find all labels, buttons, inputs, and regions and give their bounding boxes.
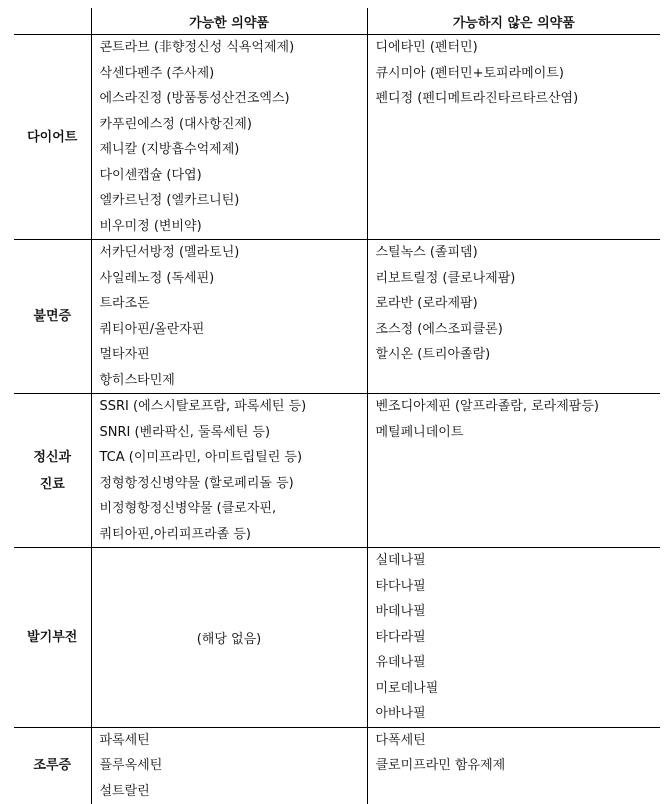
not-allowed-item: 할시온 (트리아졸람) bbox=[368, 342, 661, 368]
header-row bbox=[14, 8, 660, 35]
allowed-item: 서카딘서방정 (멜라토닌) bbox=[92, 240, 367, 266]
allowed-none-note: (해당 없음) bbox=[197, 632, 262, 647]
allowed-item: 다이센캡슐 (다엽) bbox=[92, 163, 367, 189]
table-row bbox=[14, 548, 660, 728]
allowed-cell bbox=[91, 35, 367, 240]
category-cell bbox=[14, 727, 91, 804]
allowed-item: 쿼티아핀,아리피프라졸 등) bbox=[92, 522, 367, 548]
allowed-item: 트라조돈 bbox=[92, 291, 367, 317]
category-cell bbox=[14, 240, 91, 394]
allowed-item: 설트랄린 bbox=[92, 779, 367, 804]
header-not-allowed: 가능하지 않은 의약품 bbox=[367, 8, 660, 35]
category-label: 발기부전 bbox=[14, 624, 91, 651]
allowed-item: 카푸린에스정 (대사항진제) bbox=[92, 112, 367, 138]
not-allowed-cell bbox=[367, 35, 660, 240]
allowed-item: 비정형항정신병약물 (클로자핀, bbox=[92, 496, 367, 522]
allowed-cell bbox=[91, 240, 367, 394]
not-allowed-item: 미로데나필 bbox=[368, 676, 661, 702]
allowed-cell bbox=[91, 548, 367, 728]
not-allowed-item: 로라반 (로라제팜) bbox=[368, 291, 661, 317]
table-row bbox=[14, 35, 660, 240]
not-allowed-item: 큐시미아 (펜터민+토피라메이트) bbox=[368, 61, 661, 87]
table-row bbox=[14, 727, 660, 804]
allowed-item: 에스라진정 (방품통성산건조엑스) bbox=[92, 86, 367, 112]
table-row bbox=[14, 394, 660, 548]
not-allowed-item: 타다나필 bbox=[368, 574, 661, 600]
not-allowed-item: 다폭세틴 bbox=[368, 728, 661, 754]
not-allowed-cell bbox=[367, 240, 660, 394]
header-category bbox=[14, 8, 91, 35]
allowed-item: 콘트라브 (非향정신성 식욕억제제) bbox=[92, 35, 367, 61]
category-label: 정신과 bbox=[14, 444, 91, 471]
not-allowed-item: 스틸녹스 (졸피뎀) bbox=[368, 240, 661, 266]
category-cell bbox=[14, 548, 91, 728]
not-allowed-item: 실데나필 bbox=[368, 548, 661, 574]
allowed-item: TCA (이미프라민, 아미트립틸린 등) bbox=[92, 445, 367, 471]
table-row bbox=[14, 240, 660, 394]
category-label: 불면증 bbox=[14, 303, 91, 330]
not-allowed-item: 디에타민 (펜터민) bbox=[368, 35, 661, 61]
medication-table bbox=[14, 8, 660, 804]
not-allowed-cell bbox=[367, 394, 660, 548]
not-allowed-item: 타다라필 bbox=[368, 625, 661, 651]
category-label: 다이어트 bbox=[14, 124, 91, 151]
not-allowed-item: 유데나필 bbox=[368, 650, 661, 676]
header-allowed: 가능한 의약품 bbox=[91, 8, 367, 35]
not-allowed-item: 아바나필 bbox=[368, 701, 661, 727]
category-cell bbox=[14, 394, 91, 548]
allowed-item: 삭센다펜주 (주사제) bbox=[92, 61, 367, 87]
category-label: 조루증 bbox=[14, 752, 91, 779]
not-allowed-item: 메틸페니데이트 bbox=[368, 420, 661, 446]
allowed-item: 제니칼 (지방흡수억제제) bbox=[92, 137, 367, 163]
allowed-item: 파록세틴 bbox=[92, 728, 367, 754]
allowed-item: 항히스타민제 bbox=[92, 368, 367, 394]
not-allowed-item: 조스정 (에스조피클론) bbox=[368, 317, 661, 343]
allowed-item: SSRI (에스시탈로프람, 파록세틴 등) bbox=[92, 394, 367, 420]
allowed-item: 정형항정신병약물 (할로페리돌 등) bbox=[92, 471, 367, 497]
not-allowed-item: 리보트릴정 (클로나제팜) bbox=[368, 266, 661, 292]
not-allowed-item: 바데나필 bbox=[368, 599, 661, 625]
allowed-item: 쿼티아핀/올란자핀 bbox=[92, 317, 367, 343]
not-allowed-item: 펜디정 (펜디메트라진타르타르산염) bbox=[368, 86, 661, 112]
allowed-cell bbox=[91, 394, 367, 548]
not-allowed-item: 클로미프라민 함유제제 bbox=[368, 753, 661, 779]
category-cell bbox=[14, 35, 91, 240]
allowed-item: 비우미정 (변비약) bbox=[92, 214, 367, 240]
not-allowed-item: 벤조디아제핀 (알프라졸람, 로라제팜등) bbox=[368, 394, 661, 420]
allowed-item: SNRI (벤라팍신, 둘록세틴 등) bbox=[92, 420, 367, 446]
allowed-item: 사일레노정 (독세핀) bbox=[92, 266, 367, 292]
not-allowed-cell bbox=[367, 548, 660, 728]
allowed-item: 플루옥세틴 bbox=[92, 753, 367, 779]
category-label: 진료 bbox=[14, 471, 91, 498]
allowed-item: 엘카르닌정 (엘카르니틴) bbox=[92, 188, 367, 214]
allowed-item: 멀타자핀 bbox=[92, 342, 367, 368]
allowed-cell bbox=[91, 727, 367, 804]
not-allowed-cell bbox=[367, 727, 660, 804]
